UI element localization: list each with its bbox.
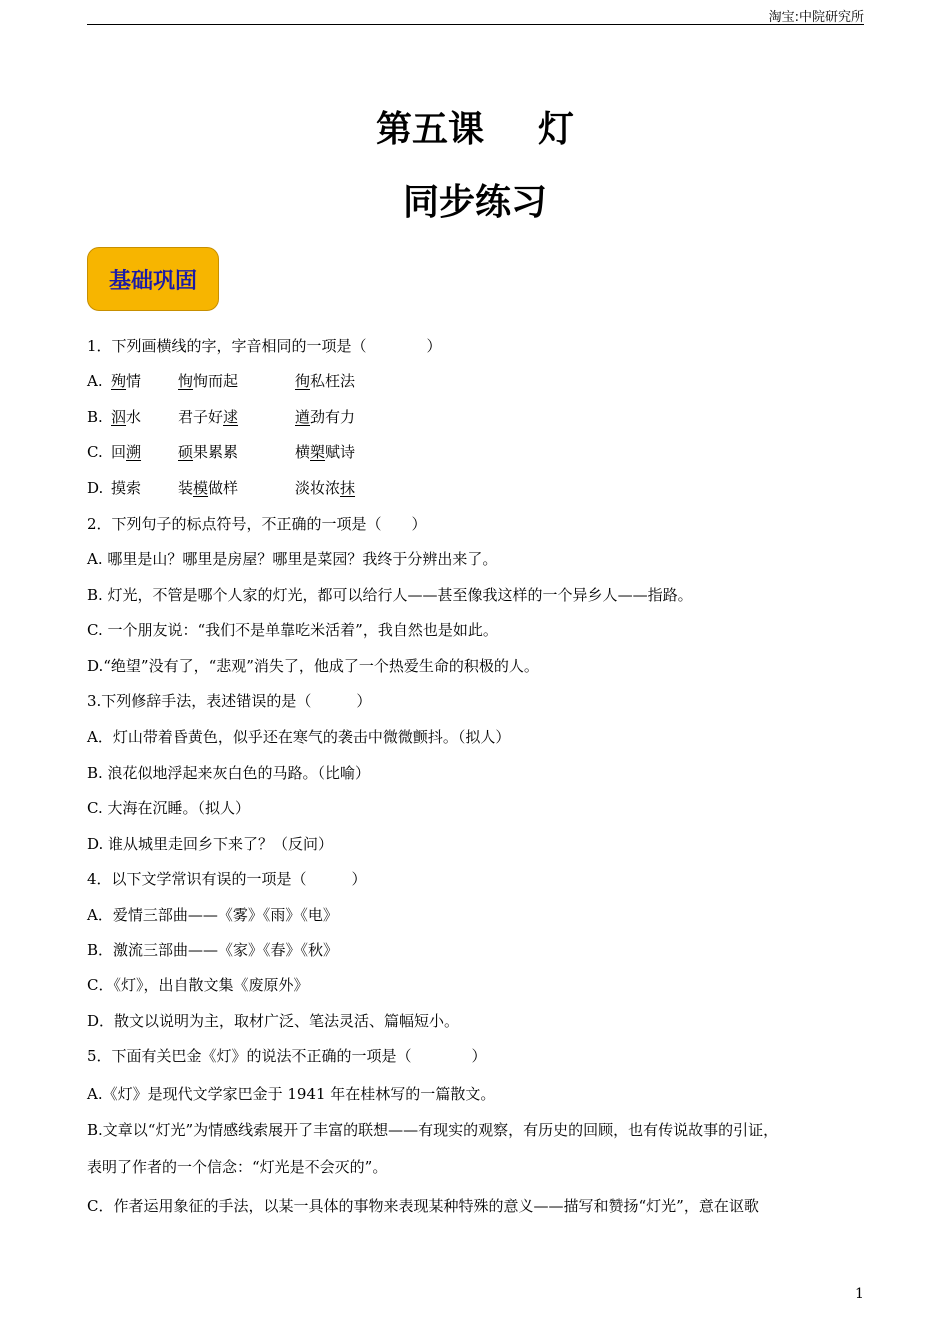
q1-option-word — [111, 407, 141, 427]
q2-option-c: C. 一个朋友说：“我们不是单靠吃米活着”，我自然也是如此。 — [87, 621, 498, 639]
lesson-title — [0, 110, 950, 150]
underlined-char: 模 — [193, 479, 209, 497]
header-source: 淘宝:中院研究所 — [768, 10, 864, 25]
word-part: 情 — [126, 372, 142, 390]
q1-option-word — [178, 478, 238, 498]
q1-option-label: D. — [87, 479, 104, 497]
q4-stem: 4．以下文学常识有误的一项是（ ） — [87, 870, 367, 888]
q5-stem: 5．下面有关巴金《灯》的说法不正确的一项是（ ） — [87, 1047, 487, 1065]
section-badge — [87, 247, 219, 311]
lesson-name: 灯 — [538, 109, 575, 150]
word-part: 果累累 — [193, 443, 239, 461]
q3-stem: 3.下列修辞手法，表述错误的是（ ） — [87, 692, 372, 710]
q1-option-d — [87, 478, 507, 498]
q1-stem: 1．下列画横线的字，字音相同的一项是（ ） — [87, 337, 442, 355]
q2-stem: 2．下列句子的标点符号，不正确的一项是（ ） — [87, 515, 427, 533]
q2-option-b: B. 灯光，不管是哪个人家的灯光，都可以给行人——甚至像我这样的一个异乡人——指路。 — [87, 586, 693, 604]
word-part: 私枉法 — [310, 372, 356, 390]
underlined-char: 殉 — [111, 372, 127, 390]
word-part: 淡妆浓 — [295, 479, 341, 497]
q5-option-c-line1: C．作者运用象征的手法，以某一具体的事物来表现某种特殊的意义——描写和赞扬“灯光”，意在讴歌 — [87, 1197, 759, 1215]
underlined-char: 抹 — [340, 479, 356, 497]
underlined-char: 泅 — [111, 408, 127, 426]
q3-option-c: C. 大海在沉睡。（拟人） — [87, 799, 250, 817]
q2-option-d: D.“绝望”没有了，“悲观”消失了，他成了一个热爱生命的积极的人。 — [87, 657, 539, 675]
q4-option-a: A．爱情三部曲——《雾》《雨》《电》 — [87, 906, 338, 924]
q1-option-word — [295, 407, 355, 427]
q3-option-a: A．灯山带着昏黄色，似乎还在寒气的袭击中微微颤抖。（拟人） — [87, 728, 511, 746]
section-badge-label: 基础巩固 — [108, 268, 197, 294]
q1-option-word — [111, 442, 141, 462]
q1-option-label: C. — [87, 443, 103, 461]
q1-option-word — [178, 371, 238, 391]
q1-option-b — [87, 407, 507, 427]
q2-option-a: A. 哪里是山？哪里是房屋？哪里是菜园？我终于分辨出来了。 — [87, 550, 498, 568]
q1-option-label: B. — [87, 408, 103, 426]
word-part: 摸索 — [111, 479, 142, 497]
underlined-char: 遒 — [295, 408, 311, 426]
lesson-number: 第五课 — [375, 109, 484, 150]
word-part: 恂而起 — [193, 372, 239, 390]
word-part: 横 — [295, 443, 311, 461]
q3-option-b: B. 浪花似地浮起来灰白色的马路。（比喻） — [87, 764, 371, 782]
q1-option-word — [178, 442, 238, 462]
q1-option-a — [87, 371, 507, 391]
page-subtitle: 同步练习 — [402, 182, 547, 223]
underlined-char: 徇 — [295, 372, 311, 390]
q4-option-c: C．《灯》，出自散文集《废原外》 — [87, 976, 309, 994]
q5-option-b-line2: 表明了作者的一个信念：“灯光是不会灭的”。 — [87, 1158, 388, 1176]
q1-option-word — [295, 371, 355, 391]
q1-option-word — [111, 371, 141, 391]
word-part: 君子好 — [178, 408, 224, 426]
word-part: 回 — [111, 443, 127, 461]
word-part: 做样 — [208, 479, 239, 497]
underlined-char: 逑 — [223, 408, 239, 426]
q1-option-c — [87, 442, 507, 462]
q1-option-word — [178, 407, 238, 427]
q1-option-word — [295, 478, 355, 498]
page-number: 1 — [855, 1286, 864, 1302]
q1-option-label: A. — [87, 372, 103, 390]
underlined-char: 溯 — [126, 443, 142, 461]
q4-option-b: B．激流三部曲——《家》《春》《秋》 — [87, 941, 339, 959]
q1-option-word — [111, 478, 141, 498]
word-part: 装 — [178, 479, 194, 497]
word-part: 劲有力 — [310, 408, 356, 426]
word-part: 赋诗 — [325, 443, 356, 461]
underlined-char: 槊 — [310, 443, 326, 461]
q5-option-a: A.《灯》是现代文学家巴金于 1941 年在桂林写的一篇散文。 — [87, 1085, 496, 1103]
q5-option-b-line1: B.文章以“灯光”为情感线索展开了丰富的联想——有现实的观察，有历史的回顾，也有传说故事的引证， — [87, 1121, 779, 1139]
q1-option-word — [295, 442, 355, 462]
q4-option-d: D．散文以说明为主，取材广泛、笔法灵活、篇幅短小。 — [87, 1012, 460, 1030]
word-part: 水 — [126, 408, 142, 426]
underlined-char: 恂 — [178, 372, 194, 390]
header-rule — [87, 24, 864, 25]
underlined-char: 硕 — [178, 443, 194, 461]
q3-option-d: D. 谁从城里走回乡下来了？（反问） — [87, 835, 334, 853]
